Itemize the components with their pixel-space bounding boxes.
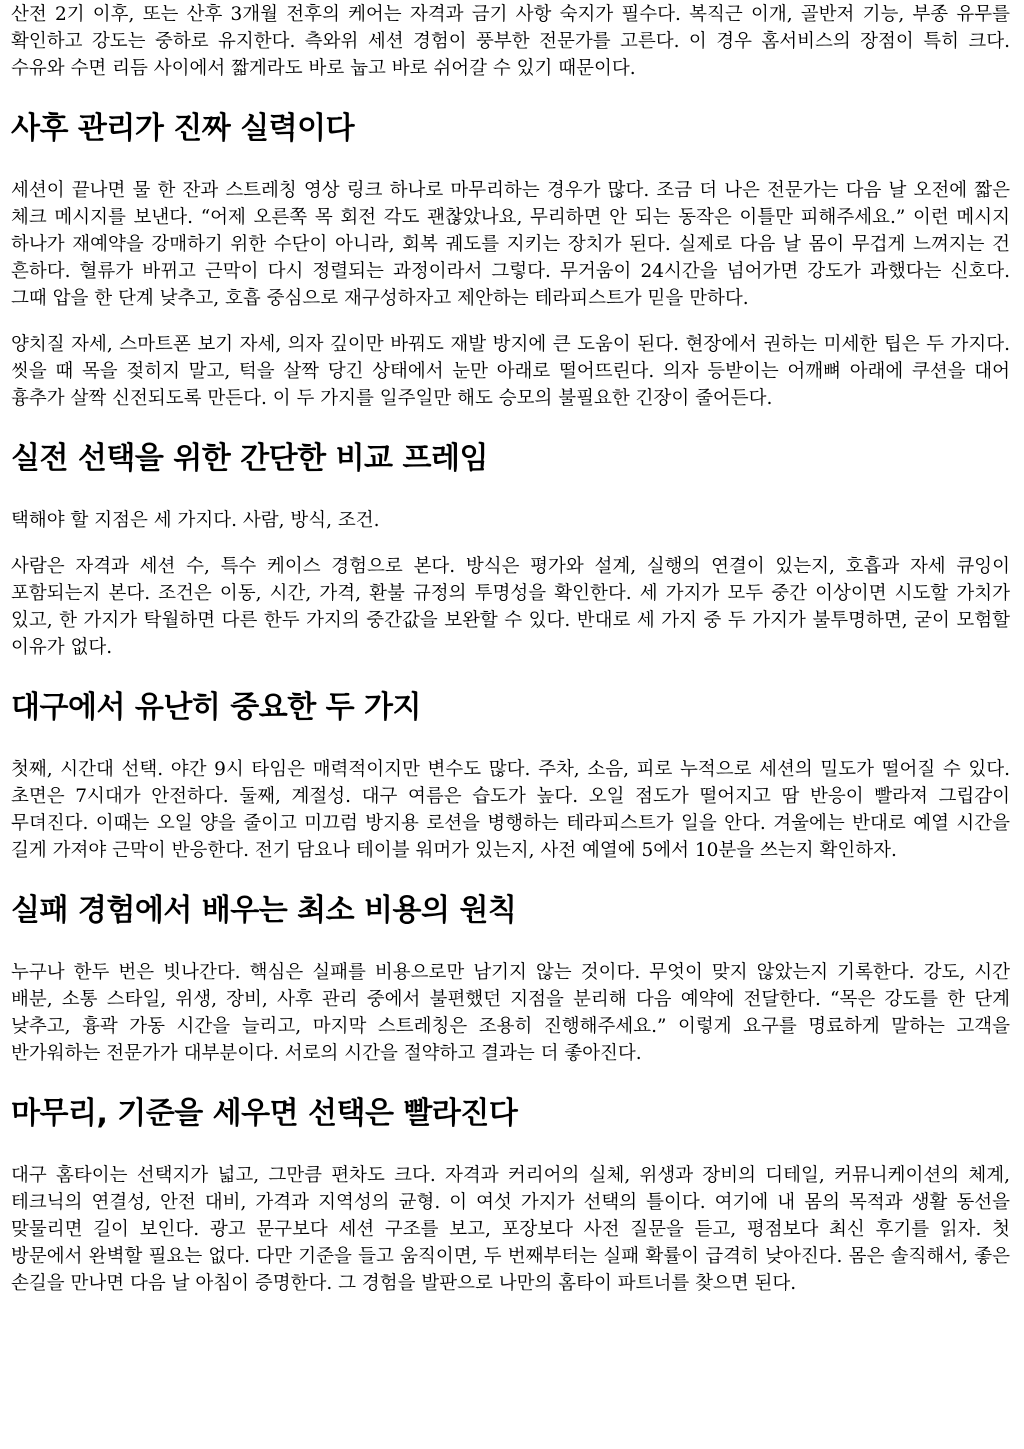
daegu-paragraph-1: 첫째, 시간대 선택. 야간 9시 타임은 매력적이지만 변수도 많다. 주차, 소음, 피로 누적으로 세션의 밀도가 떨어질 수 있다. 초면은 7시대가 안전하다. 둘째, 계절성. 대구 여름은 습도가 높다. 오일 점도가 떨어지고 땀 반응이 빨라져 그립감이 무뎌진다. 이때는 오일 양을 줄이고 미끄럼 방지용 로션을 병행하는 테라피스트가 일을 안다. 겨울에는 반대로 예열 시간을 길게 가져야 근막이 반응한다. 전기 담요나 테이블 워머가 있는지, 사전 예열에 5에서 10분을 쓰는지 확인하자. — [11, 759, 1010, 861]
article-body — [0, 1, 1024, 1297]
section-heading-failure-principle: 실패 경험에서 배우는 최소 비용의 원칙 — [11, 893, 517, 928]
section-heading-comparison-frame: 실전 선택을 위한 간단한 비교 프레임 — [11, 441, 488, 476]
section-heading-daegu: 대구에서 유난히 중요한 두 가지 — [11, 690, 422, 725]
comparison-paragraph-2: 사람은 자격과 세션 수, 특수 케이스 경험으로 본다. 방식은 평가와 설계, 실행의 연결이 있는지, 호흡과 자세 큐잉이 포함되는지 본다. 조건은 이동, 시간, 가격, 환불 규정의 투명성을 확인한다. 세 가지가 모두 중간 이상이면 시도할 가치가 있고, 한 가지가 탁월하면 다른 한두 가지의 중간값을 보완할 수 있다. 반대로 세 가지 중 두 가지가 불투명하면, 굳이 모험할 이유가 없다. — [11, 556, 1010, 658]
aftercare-paragraph-2: 양치질 자세, 스마트폰 보기 자세, 의자 깊이만 바꿔도 재발 방지에 큰 도움이 된다. 현장에서 권하는 미세한 팁은 두 가지다. 씻을 때 목을 젖히지 말고, 턱을 살짝 당긴 상태에서 눈만 아래로 떨어뜨린다. 의자 등받이는 어깨뼈 아래에 쿠션을 대어 흉추가 살짝 신전되도록 만든다. 이 두 가지를 일주일만 해도 승모의 불필요한 긴장이 줄어든다. — [11, 334, 1010, 409]
failure-paragraph-1: 누구나 한두 번은 빗나간다. 핵심은 실패를 비용으로만 남기지 않는 것이다. 무엇이 맞지 않았는지 기록한다. 강도, 시간 배분, 소통 스타일, 위생, 장비, 사후 관리 중에서 불편했던 지점을 분리해 다음 예약에 전달한다. “목은 강도를 한 단계 낮추고, 흉곽 가동 시간을 늘리고, 마지막 스트레칭은 조용히 진행해주세요.” 이렇게 요구를 명료하게 말하는 고객을 반가워하는 전문가가 대부분이다. 서로의 시간을 절약하고 결과는 더 좋아진다. — [11, 962, 1010, 1064]
section-heading-aftercare: 사후 관리가 진짜 실력이다 — [11, 111, 355, 146]
intro-paragraph: 산전 2기 이후, 또는 산후 3개월 전후의 케어는 자격과 금기 사항 숙지가 필수다. 복직근 이개, 골반저 기능, 부종 유무를 확인하고 강도는 중하로 유지한다. 측와위 세션 경험이 풍부한 전문가를 고른다. 이 경우 홈서비스의 장점이 특히 크다. 수유와 수면 리듬 사이에서 짧게라도 바로 눕고 바로 쉬어갈 수 있기 때문이다. — [11, 4, 1010, 79]
conclusion-paragraph-1: 대구 홈타이는 선택지가 넓고, 그만큼 편차도 크다. 자격과 커리어의 실체, 위생과 장비의 디테일, 커뮤니케이션의 체계, 테크닉의 연결성, 안전 대비, 가격과 지역성의 균형. 이 여섯 가지가 선택의 틀이다. 여기에 내 몸의 목적과 생활 동선을 맞물리면 길이 보인다. 광고 문구보다 세션 구조를 보고, 포장보다 사전 질문을 듣고, 평점보다 최신 후기를 읽자. 첫 방문에서 완벽할 필요는 없다. 다만 기준을 들고 움직이면, 두 번째부터는 실패 확률이 급격히 낮아진다. 몸은 솔직해서, 좋은 손길을 만나면 다음 날 아침이 증명한다. 그 경험을 발판으로 나만의 홈타이 파트너를 찾으면 된다. — [11, 1165, 1010, 1294]
comparison-paragraph-1: 택해야 할 지점은 세 가지다. 사람, 방식, 조건. — [11, 510, 380, 531]
section-heading-conclusion: 마무리, 기준을 세우면 선택은 빨라진다 — [11, 1096, 518, 1131]
aftercare-paragraph-1: 세션이 끝나면 물 한 잔과 스트레칭 영상 링크 하나로 마무리하는 경우가 많다. 조금 더 나은 전문가는 다음 날 오전에 짧은 체크 메시지를 보낸다. “어제 오른쪽 목 회전 각도 괜찮았나요, 무리하면 안 되는 동작은 이틀만 피해주세요.” 이런 메시지 하나가 재예약을 강매하기 위한 수단이 아니라, 회복 궤도를 지키는 장치가 된다. 실제로 다음 날 몸이 무겁게 느껴지는 건 흔하다. 혈류가 바뀌고 근막이 다시 정렬되는 과정이라서 그렇다. 무거움이 24시간을 넘어가면 강도가 과했다는 신호다. 그때 압을 한 단계 낮추고, 호흡 중심으로 재구성하자고 제안하는 테라피스트가 믿을 만하다. — [11, 180, 1010, 309]
